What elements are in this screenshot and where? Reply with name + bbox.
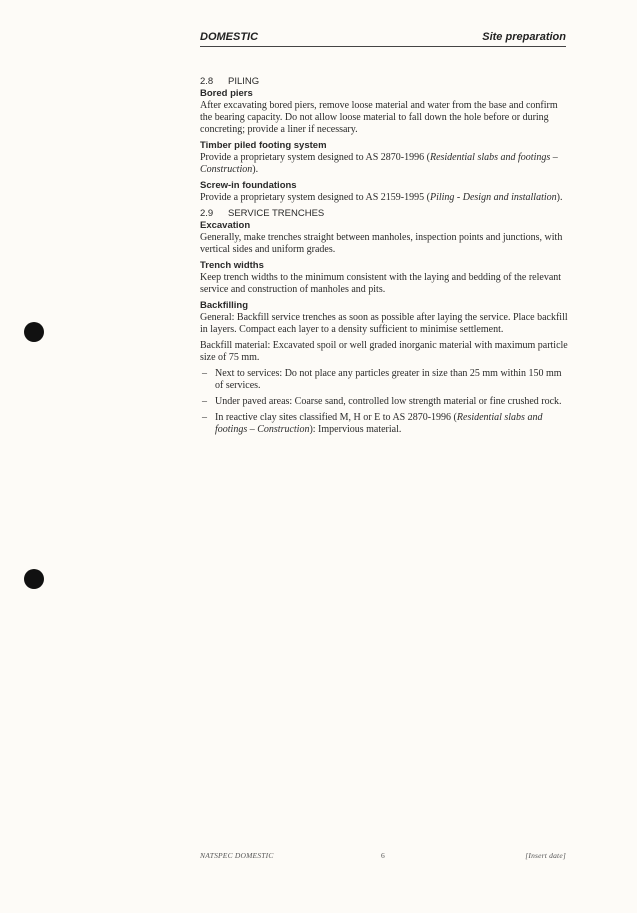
text-run: Backfill material: Excavated spoil or well graded inorganic material with maximum particle size of 75 mm.: [200, 340, 568, 363]
paragraph: [200, 340, 568, 364]
subsection-heading: Screw-in foundations: [200, 180, 297, 191]
paragraph: [200, 100, 568, 136]
paragraph: [200, 152, 568, 176]
text-run: Under paved areas: Coarse sand, controlled low strength material or fine crushed rock.: [215, 396, 562, 407]
footer-left: NATSPEC DOMESTIC: [200, 851, 274, 860]
paragraph: [200, 312, 568, 336]
section-number: 2.9: [200, 208, 214, 219]
footer-right: [Insert date]: [525, 851, 566, 860]
dash-marker: –: [202, 368, 207, 379]
subsection-heading: Excavation: [200, 220, 251, 231]
section-heading: [200, 208, 568, 220]
header-left: DOMESTIC: [200, 31, 259, 43]
text-run: Next to services: Do not place any particles greater in size than 25 mm within 150 mm of services.: [215, 368, 562, 391]
subsection-heading: Backfilling: [200, 300, 249, 311]
italic-run: Residential slabs and footings – Construction: [215, 412, 543, 435]
binder-hole: [24, 322, 44, 342]
text-run: Keep trench widths to the minimum consistent with the laying and bedding of the relevant service and construction of manholes and pits.: [200, 272, 562, 295]
text-run: ): Impervious material.: [309, 424, 402, 435]
page-number: 6: [381, 851, 385, 860]
text-run: Generally, make trenches straight between manholes, inspection points and junctions, with vertical sides and uniform grades.: [200, 232, 563, 255]
paragraph: [200, 232, 568, 256]
text-run: ).: [252, 164, 259, 175]
section-heading: [200, 76, 568, 88]
dash-marker: –: [202, 396, 207, 407]
paragraph: [200, 272, 568, 296]
text-run: General: Backfill service trenches as soon as possible after laying the service. Place backfill in layers. Compact each layer to a density sufficient to minimise settlement.: [200, 312, 568, 335]
text-run: After excavating bored piers, remove loose material and water from the base and confirm the bearing capacity. Do not allow loose material to fall down the hole before or during concreting; provide a liner if necessary.: [200, 100, 558, 135]
section-title: PILING: [228, 76, 260, 87]
header-right: Site preparation: [482, 31, 566, 43]
italic-run: Piling - Design and installation: [429, 192, 557, 203]
list-item: [200, 396, 568, 408]
list-item: [200, 368, 568, 392]
section-number: 2.8: [200, 76, 214, 87]
list-item: [200, 412, 568, 436]
paragraph: [200, 192, 568, 204]
subsection-heading: Timber piled footing system: [200, 140, 327, 151]
page-header: [200, 31, 566, 47]
subsection-heading: Trench widths: [200, 260, 264, 271]
italic-run: Residential slabs and footings – Construction: [200, 152, 558, 175]
text-run: Provide a proprietary system designed to AS 2870-1996 (: [200, 152, 430, 163]
text-run: Provide a proprietary system designed to AS 2159-1995 (: [200, 192, 430, 203]
section-title: SERVICE TRENCHES: [228, 208, 325, 219]
text-run: ).: [556, 192, 563, 203]
dash-marker: –: [202, 412, 207, 423]
bullet-list: [200, 368, 568, 436]
document-body: [200, 76, 568, 440]
binder-hole: [24, 569, 44, 589]
subsection-heading: Bored piers: [200, 88, 253, 99]
text-run: In reactive clay sites classified M, H or E to AS 2870-1996 (: [215, 412, 457, 423]
